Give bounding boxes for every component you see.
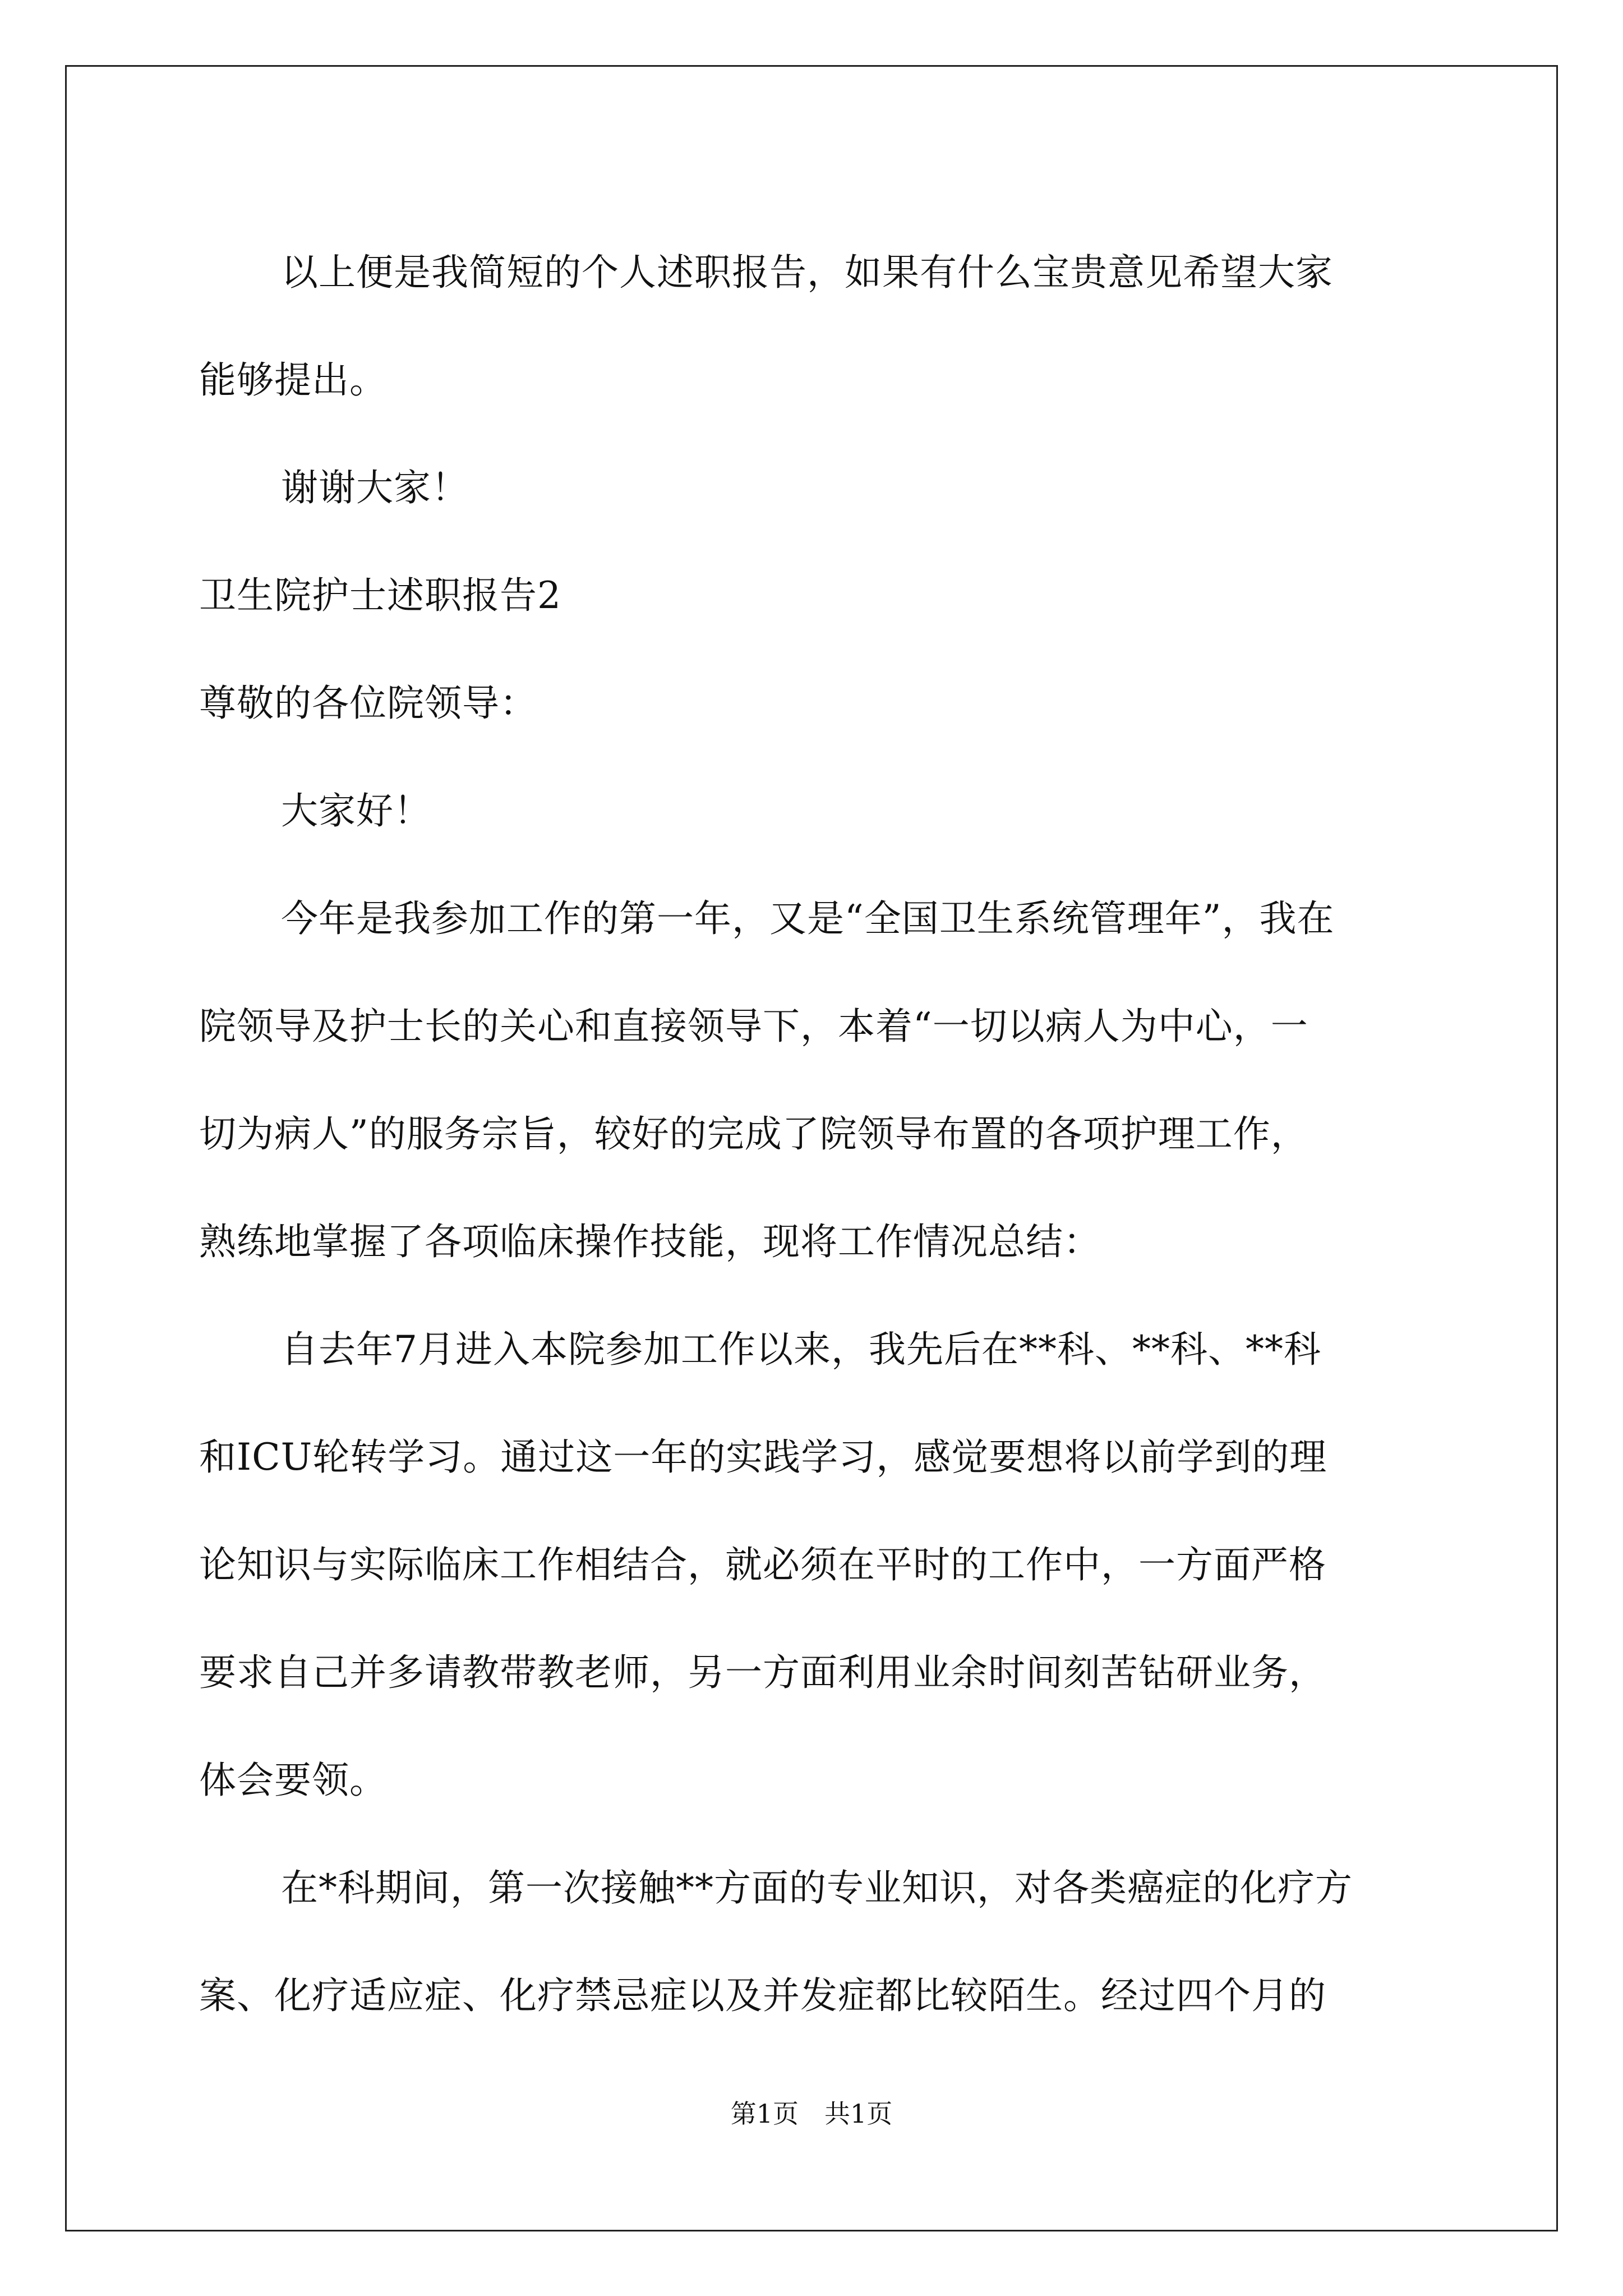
text-line: 切为病人”的服务宗旨，较好的完成了院领导布置的各项护理工作， (199, 1112, 1308, 1156)
text-line: 能够提出。 (199, 358, 387, 402)
salutation: 尊敬的各位院领导： (199, 682, 537, 725)
section-title: 卫生院护士述职报告2 (199, 574, 561, 617)
text-line: 谢谢大家！ (281, 466, 469, 509)
text-line: 今年是我参加工作的第一年，又是“全国卫生系统管理年”，我在 (281, 897, 1335, 940)
text-line: 院领导及护士长的关心和直接领导下，本着“一切以病人为中心，一 (199, 1005, 1308, 1048)
page-number-footer: 第1页 共1页 (730, 2099, 893, 2129)
greeting: 大家好！ (281, 789, 431, 832)
document-body (199, 219, 1430, 2050)
text-line: 案、化疗适应症、化疗禁忌症以及并发症都比较陌生。经过四个月的 (199, 1974, 1326, 2017)
text-line: 和ICU轮转学习。通过这一年的实践学习，感觉要想将以前学到的理 (199, 1435, 1327, 1479)
text-line: 在*科期间，第一次接触**方面的专业知识，对各类癌症的化疗方 (281, 1866, 1353, 1910)
text-line: 要求自己并多请教带教老师，另一方面利用业余时间刻苦钻研业务， (199, 1651, 1326, 1694)
text-line: 体会要领。 (199, 1759, 387, 1802)
text-line: 以上便是我简短的个人述职报告，如果有什么宝贵意见希望大家 (281, 251, 1333, 294)
text-line: 论知识与实际临床工作相结合，就必须在平时的工作中，一方面严格 (199, 1543, 1326, 1586)
text-line: 熟练地掌握了各项临床操作技能，现将工作情况总结： (199, 1220, 1101, 1263)
text-line: 自去年7月进入本院参加工作以来，我先后在**科、**科、**科 (281, 1328, 1321, 1371)
